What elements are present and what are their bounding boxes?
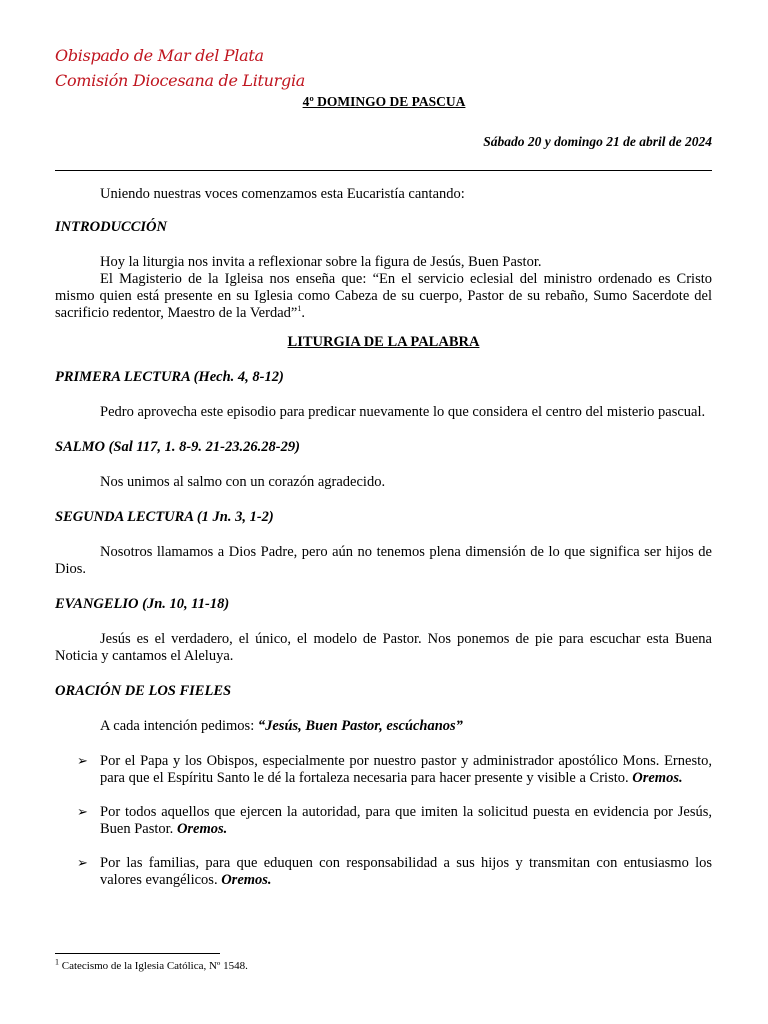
heading-introduccion: INTRODUCCIÓN xyxy=(55,219,167,235)
header-divider xyxy=(55,170,712,172)
heading-oracion: ORACIÓN DE LOS FIELES xyxy=(55,683,232,699)
list-item xyxy=(55,753,712,787)
footnote xyxy=(55,957,248,972)
oracion-lead-text: A cada intención pedimos: xyxy=(100,718,258,734)
intention-text: Por el Papa y los Obispos, especialmente por nuestro pastor y administrador apostólico Mons. Ernesto, para que el Espíritu Santo le dé la fortaleza necesaria para hacer presente y visible a Cristo. xyxy=(100,753,712,786)
oremos: Oremos. xyxy=(632,770,683,786)
segunda-lectura-text: Nosotros llamamos a Dios Padre, pero aún no tenemos plena dimensión de lo que significa ser hijos de Dios. xyxy=(55,544,712,577)
intention-text: Por las familias, para que eduquen con responsabilidad a sus hijos y transmitan con entusiasmo los valores evangélicos. xyxy=(100,855,712,888)
footnote-divider xyxy=(55,953,220,954)
date-line: Sábado 20 y domingo 21 de abril de 2024 xyxy=(483,134,712,149)
introduccion-p2-end: . xyxy=(301,305,305,321)
heading-segunda-lectura: SEGUNDA LECTURA (1 Jn. 3, 1-2) xyxy=(55,509,274,525)
heading-evangelio: EVANGELIO (Jn. 10, 11-18) xyxy=(55,596,230,612)
footnote-marker: 1 xyxy=(55,957,59,967)
oremos: Oremos. xyxy=(221,872,272,888)
page-title: 4º DOMINGO DE PASCUA xyxy=(302,94,466,109)
introduccion-p2 xyxy=(55,271,712,322)
oracion-response: “Jesús, Buen Pastor, escúchanos” xyxy=(257,718,463,734)
salmo-text: Nos unimos al salmo con un corazón agradecido. xyxy=(100,474,386,490)
arrow-bullet-icon: ➢ xyxy=(77,856,88,871)
introduccion-p1: Hoy la liturgia nos invita a reflexionar sobre la figura de Jesús, Buen Pastor. xyxy=(100,254,542,270)
document-body xyxy=(55,186,712,906)
header-commission: Comisión Diocesana de Liturgia xyxy=(55,71,306,90)
heading-primera-lectura: PRIMERA LECTURA (Hech. 4, 8-12) xyxy=(55,369,284,385)
intention-text: Por todos aquellos que ejercen la autoridad, para que imiten la solicitud puesta en evidencia por Jesús, Buen Pastor. xyxy=(100,804,712,837)
footnote-text: Catecismo de la Iglesia Católica, Nº 1548. xyxy=(59,960,248,972)
footnote-ref: 1 xyxy=(297,304,302,314)
oracion-lead xyxy=(55,718,712,735)
heading-salmo: SALMO (Sal 117, 1. 8-9. 21-23.26.28-29) xyxy=(55,439,300,455)
intro-line: Uniendo nuestras voces comenzamos esta Eucaristía cantando: xyxy=(100,186,465,202)
oremos: Oremos. xyxy=(176,821,228,837)
heading-liturgia: LITURGIA DE LA PALABRA xyxy=(287,334,480,350)
header-diocese: Obispado de Mar del Plata xyxy=(55,46,264,65)
primera-lectura-text: Pedro aprovecha este episodio para predicar nuevamente lo que considera el centro del misterio pascual. xyxy=(100,404,706,420)
arrow-bullet-icon: ➢ xyxy=(77,805,88,820)
list-item xyxy=(55,804,712,838)
list-item xyxy=(55,855,712,889)
evangelio-text: Jesús es el verdadero, el único, el modelo de Pastor. Nos ponemos de pie para escuchar esta Buena Noticia y cantamos el Aleluya. xyxy=(55,631,712,664)
introduccion-p2-text: El Magisterio de la Igleisa nos enseña que: “En el servicio eclesial del ministro ordenado es Cristo mismo quien está presente en su Iglesia como Cabeza de su cuerpo, Pastor de su rebaño, Sumo Sacerdote del sacrificio redentor, Maestro de la Verdad” xyxy=(55,271,712,321)
intentions-list xyxy=(55,753,712,889)
arrow-bullet-icon: ➢ xyxy=(77,754,88,769)
